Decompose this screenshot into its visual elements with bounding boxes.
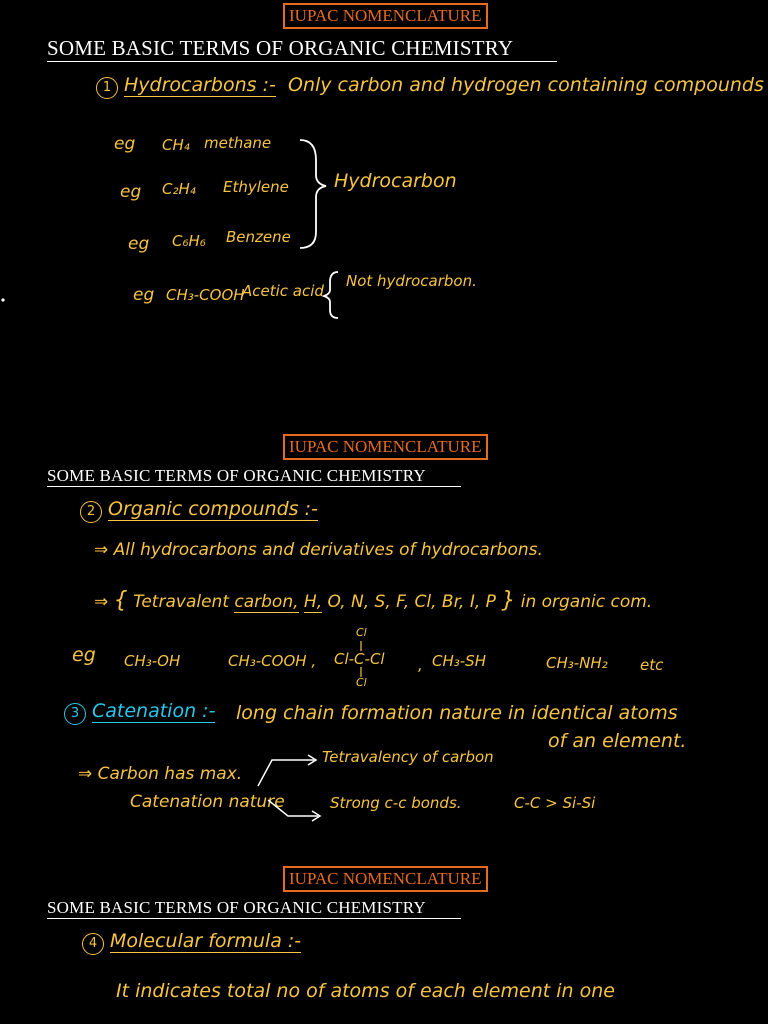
section-header-1: IUPAC NOMENCLATURE	[283, 3, 488, 29]
margin-dot	[1, 298, 4, 301]
reason-strong-bonds: Strong c-c bonds.	[330, 794, 462, 812]
eg-label: eg	[72, 644, 96, 666]
brace-open: {	[113, 588, 128, 613]
name-ethylene: Ethylene	[223, 178, 289, 196]
molecular-definition: It indicates total no of atoms of each element in one	[116, 980, 615, 1002]
eg-label: eg	[133, 285, 155, 305]
comma: ,	[418, 656, 423, 674]
catenation-title: Catenation :-	[92, 700, 216, 722]
section-subheading-1: SOME BASIC TERMS OF ORGANIC CHEMISTRY	[47, 36, 557, 62]
formula-methane: CH₄	[162, 136, 190, 154]
molecular-title: Molecular formula :-	[110, 930, 302, 952]
hydrocarbon-group-label: Hydrocarbon	[334, 170, 457, 192]
name-benzene: Benzene	[226, 228, 291, 246]
section-number: 2	[80, 501, 102, 523]
eg-label: eg	[120, 182, 142, 202]
example-etc: etc	[640, 656, 664, 674]
section-number: 4	[82, 933, 104, 955]
example-methanol: CH₃-OH	[124, 652, 181, 670]
section-number: 3	[64, 703, 86, 725]
name-acetic-acid: Acetic acid	[242, 282, 324, 300]
eg-label: eg	[114, 134, 136, 154]
arrow-strong-bonds	[268, 800, 318, 816]
not-hydrocarbon-brace	[324, 272, 338, 318]
example-acetic-acid: CH₃-COOH ,	[228, 652, 317, 670]
brace-close: }	[501, 588, 516, 613]
bond-comparison: C-C > Si-Si	[514, 794, 596, 812]
hydrocarbons-title: Hydrocarbons :-	[124, 74, 276, 96]
ex3-bottom: Cl	[356, 676, 367, 689]
implies-arrow: ⇒	[94, 592, 109, 612]
eg-label: eg	[128, 234, 150, 254]
section-subheading-2: SOME BASIC TERMS OF ORGANIC CHEMISTRY	[47, 466, 461, 487]
catenation-lead: ⇒ Carbon has max.	[78, 764, 243, 784]
section-subheading-3: SOME BASIC TERMS OF ORGANIC CHEMISTRY	[47, 898, 461, 919]
hydrocarbons-definition: Only carbon and hydrogen containing compounds	[288, 74, 764, 96]
section-number: 1	[96, 77, 118, 99]
catenation-lead-2: Catenation nature	[130, 792, 285, 812]
catenation-definition-1: long chain formation nature in identical atoms	[236, 702, 678, 724]
organic-line-1: ⇒ All hydrocarbons and derivatives of hydrocarbons.	[94, 540, 543, 560]
section-header-2: IUPAC NOMENCLATURE	[283, 434, 488, 460]
formula-ethylene: C₂H₄	[162, 180, 196, 198]
formula-acetic-acid: CH₃-COOH	[166, 286, 245, 304]
reason-tetravalency: Tetravalency of carbon	[322, 748, 494, 766]
hydrocarbon-brace	[300, 140, 326, 248]
formula-benzene: C₆H₆	[172, 232, 206, 250]
hydrogen-word: H,	[303, 592, 323, 612]
not-hydrocarbon-label: Not hydrocarbon.	[346, 272, 477, 290]
arrow-tetravalency	[258, 760, 314, 786]
example-methylamine: CH₃-NH₂	[546, 654, 608, 672]
catenation-definition-2: of an element.	[548, 730, 687, 752]
elements-list: O, N, S, F, Cl, Br, I, P	[327, 592, 496, 612]
organic-title: Organic compounds :-	[108, 498, 318, 520]
tetravalent-word: Tetravalent	[133, 592, 229, 612]
section-header-3: IUPAC NOMENCLATURE	[283, 866, 488, 892]
ex3-top: Cl	[356, 626, 367, 639]
name-methane: methane	[204, 134, 272, 152]
example-methanethiol: CH₃-SH	[432, 652, 486, 670]
carbon-word: carbon,	[234, 592, 299, 612]
in-organic-compounds: in organic com.	[520, 592, 653, 612]
example-ccl4: Cl-C-Cl	[334, 650, 385, 668]
